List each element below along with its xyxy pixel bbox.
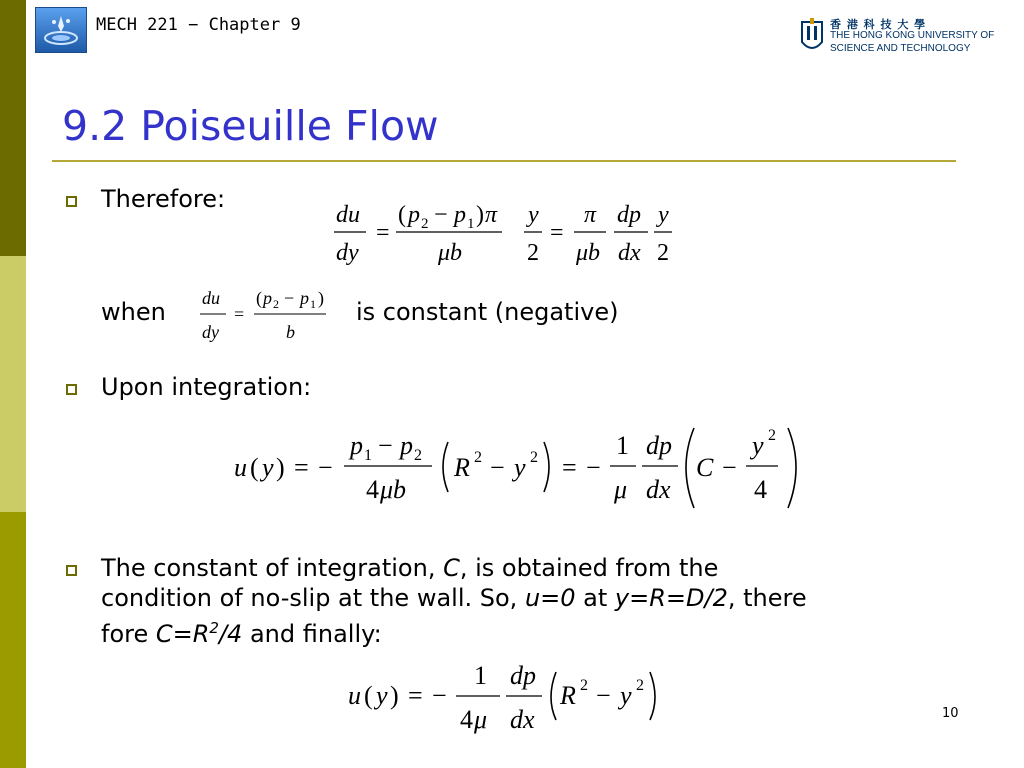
bullet-marker bbox=[66, 384, 77, 395]
university-name-line1: THE HONG KONG UNIVERSITY OF bbox=[830, 30, 995, 41]
svg-text:=: = bbox=[234, 304, 245, 324]
svg-text:R: R bbox=[454, 453, 470, 482]
svg-text:−: − bbox=[318, 453, 333, 482]
svg-text:μb: μb bbox=[438, 240, 463, 266]
bullet-upon-integration: Upon integration: bbox=[101, 373, 312, 401]
svg-text:1: 1 bbox=[616, 431, 629, 460]
when-suffix: is constant (negative) bbox=[356, 298, 619, 326]
svg-text:−: − bbox=[490, 453, 505, 482]
svg-text:4: 4 bbox=[460, 705, 473, 734]
svg-text:=: = bbox=[376, 220, 390, 246]
equation-when-condition bbox=[198, 284, 348, 350]
text-condition-y: y=R=D/2 bbox=[614, 584, 728, 612]
svg-text:μb: μb bbox=[576, 240, 601, 266]
svg-text:−: − bbox=[284, 288, 295, 308]
svg-text:dx: dx bbox=[646, 475, 671, 504]
svg-text:4: 4 bbox=[366, 475, 379, 504]
svg-text:b: b bbox=[286, 322, 295, 342]
svg-text:p: p bbox=[350, 431, 363, 460]
svg-text:1: 1 bbox=[364, 447, 372, 464]
svg-text:2: 2 bbox=[636, 677, 644, 694]
svg-text:p: p bbox=[400, 431, 413, 460]
svg-text:p: p bbox=[300, 288, 309, 308]
svg-text:dy: dy bbox=[336, 240, 359, 266]
svg-text:π: π bbox=[485, 202, 498, 228]
text-segment: , is obtained from the bbox=[459, 554, 719, 582]
svg-text:μ: μ bbox=[474, 705, 488, 734]
svg-text:y: y bbox=[658, 202, 669, 228]
svg-text:y: y bbox=[620, 681, 632, 710]
svg-text:dy: dy bbox=[202, 322, 219, 342]
svg-text:−: − bbox=[722, 453, 737, 482]
svg-text:μ: μ bbox=[614, 475, 628, 504]
university-crest-icon bbox=[800, 16, 824, 56]
svg-text:2: 2 bbox=[580, 677, 588, 694]
svg-text:2: 2 bbox=[768, 427, 776, 444]
university-name-line2: SCIENCE AND TECHNOLOGY bbox=[830, 43, 971, 54]
svg-text:y: y bbox=[514, 453, 526, 482]
text-condition-u: u=0 bbox=[524, 584, 576, 612]
svg-text:−: − bbox=[586, 453, 601, 482]
bullet-constant-of-integration bbox=[101, 553, 981, 649]
svg-text:dp: dp bbox=[617, 202, 641, 228]
equation-final-velocity bbox=[346, 656, 676, 746]
svg-text:μb: μb bbox=[380, 475, 407, 504]
sidebar-decoration bbox=[0, 0, 26, 768]
university-logo bbox=[800, 14, 1010, 58]
text-segment: , there bbox=[727, 584, 807, 612]
university-name-chinese: 香 港 科 技 大 學 bbox=[830, 18, 927, 31]
title-divider bbox=[52, 160, 956, 162]
svg-text:p: p bbox=[263, 288, 272, 308]
svg-text:du: du bbox=[336, 202, 360, 228]
svg-text:2: 2 bbox=[273, 297, 279, 311]
course-logo-icon bbox=[35, 7, 87, 53]
svg-text:R: R bbox=[560, 681, 576, 710]
svg-text:dx: dx bbox=[510, 705, 535, 734]
svg-text:): ) bbox=[318, 288, 324, 308]
svg-text:1: 1 bbox=[474, 661, 487, 690]
svg-text:p: p bbox=[454, 202, 466, 228]
text-result-c: $C=R^2/4$ bbox=[155, 619, 243, 648]
svg-text:2: 2 bbox=[421, 216, 429, 232]
svg-text:dp: dp bbox=[510, 661, 536, 690]
svg-text:−: − bbox=[434, 202, 448, 228]
svg-text:=: = bbox=[408, 681, 423, 710]
sidebar-band-bottom bbox=[0, 512, 26, 768]
text-segment: at bbox=[575, 584, 615, 612]
svg-text:2: 2 bbox=[474, 449, 482, 466]
svg-text:y: y bbox=[752, 431, 764, 460]
svg-text:=: = bbox=[562, 453, 577, 482]
course-title: MECH 221 − Chapter 9 bbox=[96, 15, 301, 35]
svg-text:C: C bbox=[696, 453, 714, 482]
equation-velocity-gradient bbox=[330, 198, 690, 276]
svg-text:): ) bbox=[390, 681, 399, 710]
sidebar-band-middle bbox=[0, 256, 26, 512]
equation-integrated-velocity bbox=[232, 422, 812, 518]
text-segment: condition of no-slip at the wall. So, bbox=[101, 584, 525, 612]
svg-text:(: ( bbox=[256, 288, 262, 308]
when-label: when bbox=[101, 298, 166, 326]
bullet-marker bbox=[66, 565, 77, 576]
svg-text:(: ( bbox=[398, 202, 406, 228]
sidebar-band-top bbox=[0, 0, 26, 256]
svg-text:2: 2 bbox=[657, 240, 669, 266]
slide-title: 9.2 Poiseuille Flow bbox=[62, 102, 439, 150]
svg-text:=: = bbox=[550, 220, 564, 246]
svg-text:u: u bbox=[234, 453, 247, 482]
svg-text:=: = bbox=[294, 453, 309, 482]
bullet-therefore: Therefore: bbox=[101, 185, 226, 213]
svg-text:2: 2 bbox=[527, 240, 539, 266]
svg-text:u: u bbox=[348, 681, 361, 710]
svg-text:(: ( bbox=[250, 453, 259, 482]
svg-text:): ) bbox=[476, 202, 484, 228]
text-constant-c: C bbox=[443, 554, 460, 582]
svg-text:): ) bbox=[276, 453, 285, 482]
svg-text:dp: dp bbox=[646, 431, 672, 460]
svg-text:π: π bbox=[584, 202, 597, 228]
svg-text:1: 1 bbox=[467, 216, 475, 232]
svg-text:y: y bbox=[262, 453, 274, 482]
svg-text:2: 2 bbox=[414, 447, 422, 464]
text-segment: fore bbox=[101, 620, 156, 648]
svg-text:−: − bbox=[378, 431, 393, 460]
svg-text:4: 4 bbox=[754, 475, 767, 504]
svg-text:p: p bbox=[408, 202, 420, 228]
bullet-marker bbox=[66, 196, 77, 207]
page-number: 10 bbox=[942, 706, 959, 721]
svg-text:du: du bbox=[202, 288, 220, 308]
text-segment: The constant of integration, bbox=[101, 554, 444, 582]
svg-text:2: 2 bbox=[530, 449, 538, 466]
svg-text:y: y bbox=[528, 202, 539, 228]
svg-text:−: − bbox=[596, 681, 611, 710]
svg-text:−: − bbox=[432, 681, 447, 710]
svg-text:(: ( bbox=[364, 681, 373, 710]
svg-text:dx: dx bbox=[618, 240, 641, 266]
svg-text:1: 1 bbox=[310, 297, 316, 311]
svg-text:y: y bbox=[376, 681, 388, 710]
text-segment: and finally: bbox=[242, 620, 382, 648]
